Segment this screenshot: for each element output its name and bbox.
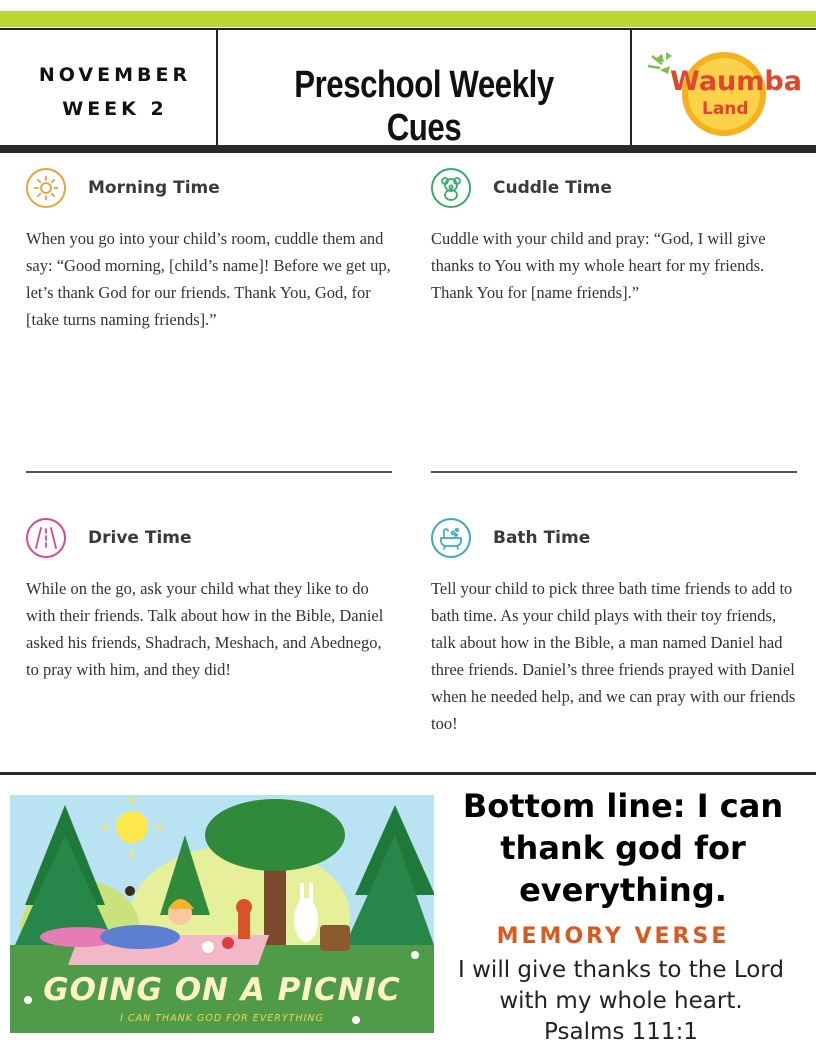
cue-text: When you go into your child’s room, cuddle them and say: “Good morning, [child’s name]! Before we get up, let’s thank God for our friends. Thank You, God, for [take turns naming friends].”	[26, 229, 391, 329]
section-divider	[0, 772, 816, 775]
header-divider	[216, 28, 218, 146]
cue-title: Cuddle Time	[493, 178, 612, 198]
bathtub-icon	[431, 518, 471, 558]
road-icon	[26, 518, 66, 558]
svg-text:I CAN THANK GOD FOR EVERYTHING: I CAN THANK GOD FOR EVERYTHING	[120, 1013, 324, 1024]
page-title: Preschool Weekly Cues	[294, 64, 554, 149]
memory-verse-text: I will give thanks to the Lord with my whole heart.	[458, 957, 784, 1014]
cue-title: Bath Time	[493, 528, 591, 548]
cue-cuddle-time	[431, 164, 801, 306]
cue-text: While on the go, ask your child what they like to do with their friends. Talk about how in the Bible, Daniel asked his friends, Shadrach, Meshach, and Abednego, to pray with him, and they did!	[26, 579, 384, 679]
waumba-land-logo	[640, 40, 810, 140]
teddy-bear-icon	[431, 168, 471, 208]
memory-verse	[436, 955, 806, 1048]
month-label: NOVEMBER	[38, 64, 192, 86]
going-on-a-picnic-illustration	[10, 795, 434, 1033]
bottom-line: Bottom line: I can thank god for everything.	[462, 787, 784, 909]
cue-title: Drive Time	[88, 528, 192, 548]
svg-text:Land: Land	[702, 99, 749, 119]
svg-text:GOING ON A PICNIC: GOING ON A PICNIC	[43, 972, 401, 1008]
memory-verse-label: MEMORY VERSE	[496, 924, 730, 949]
divider-rule	[431, 471, 797, 473]
cue-morning-time	[26, 164, 396, 333]
divider-rule	[26, 471, 392, 473]
cue-title: Morning Time	[88, 178, 220, 198]
cue-drive-time	[26, 514, 396, 683]
date-label	[20, 58, 210, 126]
top-accent-bar	[0, 11, 816, 27]
svg-text:Waumba: Waumba	[670, 66, 802, 97]
cue-text: Tell your child to pick three bath time friends to add to bath time. As your child plays with their toy friends, talk about how in the Bible, a man named Daniel had three friends. Daniel’s three friends prayed with Daniel when he needed help, and we can pray with our friends too!	[431, 579, 796, 733]
memory-verse-reference: Psalms 111:1	[544, 1019, 698, 1045]
cue-bath-time	[431, 514, 801, 737]
week-label: WEEK 2	[62, 98, 168, 120]
header-divider	[630, 28, 632, 146]
sun-icon	[26, 168, 66, 208]
cue-text: Cuddle with your child and pray: “God, I will give thanks to You with my whole heart for my friends. Thank You for [name friends].”	[431, 229, 766, 302]
